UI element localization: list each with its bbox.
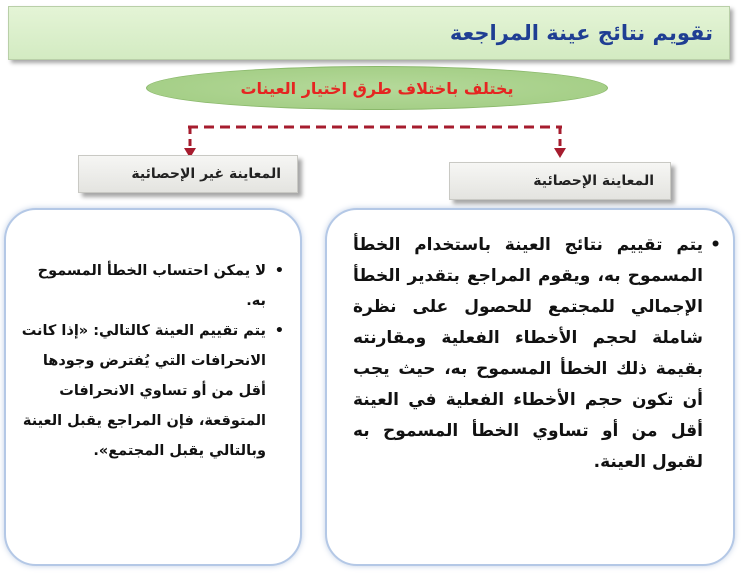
non-statistical-bullet: • يتم تقييم العينة كالتالي: «إذا كانت الانحرافات التي يُفترض وجودها أقل من أو تساوي الانحرافات المتوقعة، فإن المراجع يقبل العينة وبالتالي يقبل المجتمع». xyxy=(20,316,266,466)
statistical-sampling-label: المعاينة الإحصائية xyxy=(533,173,654,189)
non-statistical-panel xyxy=(4,208,302,566)
non-statistical-sampling-label: المعاينة غير الإحصائية xyxy=(131,166,281,182)
statistical-bullet: • يتم تقييم نتائج العينة باستخدام الخطأ المسموح به، ويقوم المراجع بتقدير الخطأ الإجمالي للمجتمع للحصول على نظرة شاملة لحجم الأخطاء الفعلية ومقارنته بقيمة ذلك الخطأ المسموح به، حيث يجب أن تكون حجم الأخطاء الفعلية في العينة أقل من أو تساوي الخطأ المسموح به لقبول العينة. xyxy=(353,230,703,478)
non-statistical-bullet-list xyxy=(20,256,266,466)
statistical-panel xyxy=(325,208,735,566)
statistical-bullet-list xyxy=(353,230,703,478)
non-statistical-bullet: • لا يمكن احتساب الخطأ المسموح به. xyxy=(20,256,266,316)
non-statistical-sampling-box xyxy=(78,155,298,193)
statistical-sampling-box xyxy=(449,162,671,200)
criteria-oval-text: يختلف باختلاف طرق اختيار العينات xyxy=(240,78,514,98)
page-title: تقويم نتائج عينة المراجعة xyxy=(449,21,713,45)
arrowhead-right xyxy=(554,148,566,158)
